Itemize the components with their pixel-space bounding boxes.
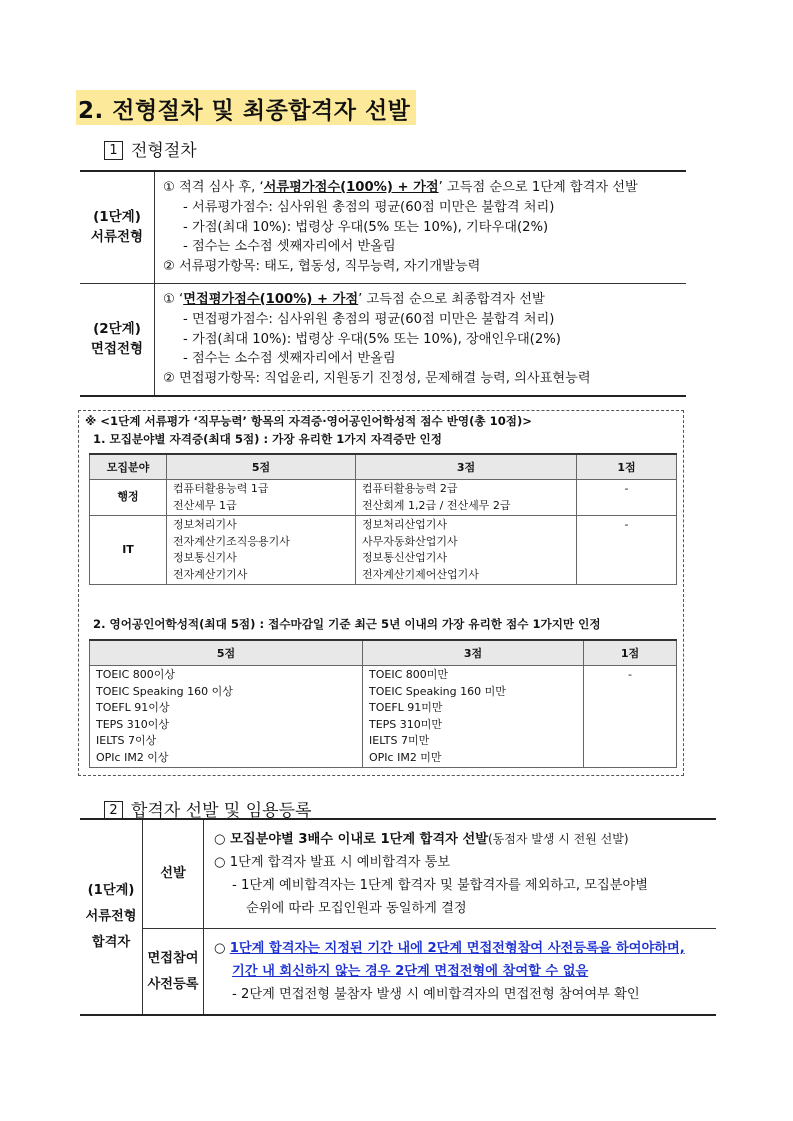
cert-it-5 [167, 516, 356, 585]
lang-header-row [90, 640, 677, 666]
cert-field-admin: 행정 [90, 480, 167, 516]
stage2-line5: ② 면접평가항목: 직업윤리, 지원동기 진정성, 문제해결 능력, 의사표현능력 [163, 371, 591, 387]
cert-table [89, 453, 677, 585]
select-line1 [214, 828, 708, 851]
cert-header-field: 모집분야 [90, 454, 167, 480]
registration-line1 [214, 937, 708, 960]
lang-heading: 2. 영어공인어학성적(최대 5점) : 접수마감일 기준 최근 5년 이내의 가장 유리한 점수 1가지만 인정 [93, 617, 601, 631]
lang-table [89, 639, 677, 768]
select-line4: 순위에 따라 모집인원과 동일하게 결정 [246, 901, 467, 916]
lang-item: IELTS 7미만 [369, 734, 430, 747]
cert-it-3 [356, 516, 577, 585]
stage-row-2 [80, 283, 686, 395]
cert-item: 컴퓨터활용능력 1급 [173, 482, 269, 495]
cert-it-1: - [577, 516, 677, 585]
lang-row [90, 666, 677, 768]
registration-label-line2: 사전등록 [147, 976, 199, 992]
stage2-line4: - 점수는 소수점 셋째자리에서 반올림 [183, 351, 396, 367]
note-heading: ※ <1단계 서류평가 ‘직무능력’ 항목의 자격증·영어공인어학성적 점수 반영(총 10점)> [85, 414, 532, 428]
section2-title: 합격자 선발 및 임용등록 [131, 801, 312, 821]
lang-item: TEPS 310이상 [96, 717, 170, 731]
lang-header-1: 1점 [584, 640, 677, 666]
select-line2: ○ 1단계 합격자 발표 시 예비합격자 통보 [214, 855, 451, 870]
group-label [80, 819, 143, 1015]
cert-header-5: 5점 [167, 454, 356, 480]
lang-item: TEPS 310미만 [369, 717, 443, 731]
cert-item: 컴퓨터활용능력 2급 [362, 482, 458, 495]
cert-item: 전자계산기기사 [173, 567, 248, 581]
lang-header-3: 3점 [363, 640, 584, 666]
group-label-line1: (1단계) [87, 883, 135, 898]
select-line1-note: (동점자 발생 시 전원 선발) [487, 832, 629, 846]
stage2-line1-pre: ① ‘ [163, 291, 184, 307]
stage1-line1-pre: ① 적격 심사 후, ‘ [163, 180, 264, 195]
stage2-label-line1: (2단계) [93, 321, 141, 338]
section1-title: 전형절차 [131, 141, 197, 161]
registration-line3: - 2단계 면접전형 불참자 발생 시 예비합격자의 면접전형 참여여부 확인 [232, 987, 640, 1002]
cert-header-1: 1점 [577, 454, 677, 480]
select-line3: - 1단계 예비합격자는 1단계 합격자 및 불합격자를 제외하고, 모집분야별 [232, 878, 648, 893]
stage2-label [80, 283, 155, 395]
registration-line2 [214, 960, 708, 983]
lang-item: OPIc IM2 이상 [96, 750, 169, 764]
stage2-body [155, 283, 687, 395]
cert-field-it: IT [90, 516, 167, 585]
stage1-label [80, 171, 155, 283]
registration-bullet: ○ [214, 941, 226, 956]
registration-notice-1: 1단계 합격자는 지정된 기간 내에 2단계 면접전형참여 사전등록을 하여야하며, [229, 941, 685, 956]
stage2-formula: 면접평가점수(100%) + 가점 [183, 291, 359, 307]
section2-number-box: 2 [104, 801, 123, 820]
group-label-line3: 합격자 [91, 935, 131, 950]
registration-label [143, 929, 204, 1016]
registration-notice-2: 기간 내 회신하지 않는 경우 2단계 면접전형에 참여할 수 없음 [232, 964, 589, 979]
lang-item: OPIc IM2 미만 [369, 750, 442, 764]
select-line1-bold: ○ 모집분야별 3배수 이내로 1단계 합격자 선발 [214, 832, 488, 847]
registration-row [80, 929, 716, 1016]
cert-item: 사무자동화산업기사 [362, 534, 458, 548]
cert-item: 정보처리산업기사 [362, 518, 448, 531]
section1-number-box: 1 [104, 141, 123, 160]
cert-admin-1: - [577, 480, 677, 516]
lang-item: TOEIC Speaking 160 이상 [96, 684, 233, 698]
stage1-line5: ② 서류평가항목: 태도, 협동성, 직무능력, 자기개발능력 [163, 259, 481, 275]
stage1-line1-post: ’ 고득점 순으로 1단계 합격자 선발 [438, 180, 638, 195]
stage2-line1 [163, 290, 678, 310]
stage1-body [155, 171, 687, 283]
group-label-line2: 서류전형 [85, 909, 137, 924]
cert-header-3: 3점 [356, 454, 577, 480]
cert-item: 전자계산기제어산업기사 [362, 567, 479, 581]
selection-table [80, 818, 716, 1016]
lang-item: TOEIC 800이상 [96, 668, 175, 681]
cert-item: 전산세무 1급 [173, 498, 237, 512]
lang-item: TOEFL 91미만 [369, 701, 443, 714]
stage2-line1-post: ’ 고득점 순으로 최종합격자 선발 [358, 291, 545, 307]
score-note-box [78, 410, 684, 776]
stage2-label-line2: 면접전형 [90, 341, 144, 358]
cert-item: 전자계산기조직응용기사 [173, 534, 290, 548]
procedure-table [80, 170, 686, 397]
lang-item: IELTS 7이상 [96, 734, 157, 747]
selection-row [80, 819, 716, 929]
lang-3 [363, 666, 584, 768]
registration-body [204, 929, 717, 1016]
stage-row-1 [80, 171, 686, 283]
page-title: 2. 전형절차 및 최종합격자 선발 [76, 90, 416, 125]
stage1-label-line1: (1단계) [93, 209, 141, 226]
section1-heading [104, 136, 197, 161]
stage1-line3: - 가점(최대 10%): 법령상 우대(5% 또는 10%), 기타우대(2%) [183, 219, 549, 235]
cert-item: 정보통신산업기사 [362, 551, 448, 564]
stage1-formula: 서류평가점수(100%) + 가점 [263, 180, 439, 195]
stage1-label-line2: 서류전형 [90, 229, 144, 246]
cert-row-admin [90, 480, 677, 516]
stage1-line1 [163, 178, 678, 198]
select-body [204, 819, 717, 929]
stage2-line3: - 가점(최대 10%): 법령상 우대(5% 또는 10%), 장애인우대(2%) [183, 331, 561, 347]
cert-row-it [90, 516, 677, 585]
cert-admin-3 [356, 480, 577, 516]
lang-item: TOEFL 91이상 [96, 701, 170, 714]
cert-item: 정보통신기사 [173, 551, 237, 564]
cert-header-row [90, 454, 677, 480]
stage1-line2: - 서류평가점수: 심사위원 총점의 평균(60점 미만은 불합격 처리) [183, 199, 555, 215]
lang-1: - [584, 666, 677, 768]
lang-header-5: 5점 [90, 640, 363, 666]
lang-item: TOEIC Speaking 160 미만 [369, 684, 506, 698]
stage1-line4: - 점수는 소수점 셋째자리에서 반올림 [183, 239, 396, 255]
stage2-line2: - 면접평가점수: 심사위원 총점의 평균(60점 미만은 불합격 처리) [183, 311, 555, 327]
select-label: 선발 [143, 819, 204, 929]
lang-5 [90, 666, 363, 768]
registration-label-line1: 면접참여 [147, 950, 199, 966]
lang-item: TOEIC 800미만 [369, 668, 448, 681]
cert-admin-5 [167, 480, 356, 516]
cert-item: 전산회계 1,2급 / 전산세무 2급 [362, 498, 511, 512]
cert-heading: 1. 모집분야별 자격증(최대 5점) : 가장 유리한 1가지 자격증만 인정 [93, 432, 442, 446]
cert-item: 정보처리기사 [173, 518, 237, 531]
